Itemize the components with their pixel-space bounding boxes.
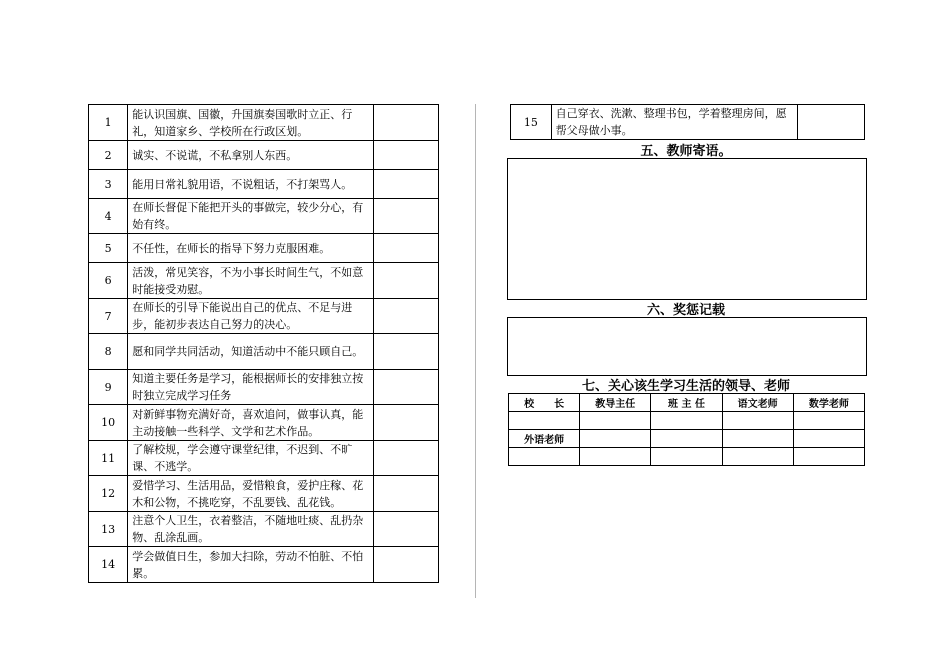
row-description: 活泼，常见笑容，不为小事长时间生气，不如意时能接受劝慰。 <box>128 263 374 299</box>
rewards-heading: 六、奖惩记载 <box>646 303 725 318</box>
row-number: 3 <box>89 170 128 199</box>
row-description: 在师长督促下能把开头的事做完，较少分心，有始有终。 <box>128 199 374 234</box>
page-divider <box>475 104 476 598</box>
table-row <box>89 441 439 476</box>
row-description: 能用日常礼貌用语，不说粗话，不打架骂人。 <box>128 170 374 199</box>
staff-cell[interactable] <box>722 448 793 466</box>
header-class-teacher: 班 主 任 <box>651 394 722 412</box>
row-rating-cell[interactable] <box>373 476 438 512</box>
staff-cell[interactable] <box>651 412 722 430</box>
staff-cell[interactable] <box>722 412 793 430</box>
header-foreign-language-teacher: 外语老师 <box>509 430 580 448</box>
row-number: 13 <box>89 512 128 547</box>
header-math-teacher: 数学老师 <box>793 394 864 412</box>
row-number: 7 <box>89 299 128 334</box>
row-rating-cell[interactable] <box>373 234 438 263</box>
header-principal: 校 长 <box>509 394 580 412</box>
header-chinese-teacher: 语文老师 <box>722 394 793 412</box>
row-rating-cell[interactable] <box>373 170 438 199</box>
staff-header-row <box>509 394 865 412</box>
table-row <box>89 299 439 334</box>
rewards-box[interactable] <box>507 317 867 376</box>
row-rating-cell[interactable] <box>373 199 438 234</box>
staff-row <box>509 412 865 430</box>
row-number: 6 <box>89 263 128 299</box>
row-description: 学会做值日生，参加大扫除，劳动不怕脏、不怕累。 <box>128 547 374 583</box>
staff-cell[interactable] <box>793 412 864 430</box>
row-description: 愿和同学共同活动，知道活动中不能只顾自己。 <box>128 334 374 370</box>
staff-cell[interactable] <box>580 430 651 448</box>
row-description: 在师长的引导下能说出自己的优点、不足与进步，能初步表达自己努力的决心。 <box>128 299 374 334</box>
header-dean: 教导主任 <box>580 394 651 412</box>
table-row <box>89 234 439 263</box>
row-description: 不任性，在师长的指导下努力克服困难。 <box>128 234 374 263</box>
row-rating-cell[interactable] <box>373 141 438 170</box>
row-rating-cell[interactable] <box>373 299 438 334</box>
row-rating-cell[interactable] <box>797 105 864 140</box>
table-row <box>89 370 439 405</box>
row-description: 诚实、不说谎，不私拿别人东西。 <box>128 141 374 170</box>
row-rating-cell[interactable] <box>373 441 438 476</box>
row-rating-cell[interactable] <box>373 547 438 583</box>
row-rating-cell[interactable] <box>373 334 438 370</box>
table-row <box>89 263 439 299</box>
staff-cell[interactable] <box>651 430 722 448</box>
row-number: 8 <box>89 334 128 370</box>
row-number: 1 <box>89 105 128 141</box>
row-number: 10 <box>89 405 128 441</box>
row-rating-cell[interactable] <box>373 370 438 405</box>
staff-cell[interactable] <box>509 448 580 466</box>
staff-cell[interactable] <box>722 430 793 448</box>
staff-cell[interactable] <box>580 448 651 466</box>
row-rating-cell[interactable] <box>373 105 438 141</box>
row-description: 了解校规，学会遵守课堂纪律，不迟到、不旷课、不逃学。 <box>128 441 374 476</box>
row-rating-cell[interactable] <box>373 405 438 441</box>
behavior-table-left <box>88 104 439 583</box>
table-row <box>89 334 439 370</box>
row-number: 2 <box>89 141 128 170</box>
teacher-message-box[interactable] <box>507 158 867 300</box>
table-row <box>89 170 439 199</box>
row-description: 知道主要任务是学习，能根据师长的安排独立按时独立完成学习任务 <box>128 370 374 405</box>
row-number: 4 <box>89 199 128 234</box>
table-row <box>89 105 439 141</box>
staff-table <box>508 393 865 466</box>
row-description: 爱惜学习、生活用品，爱惜粮食，爱护庄稼、花木和公物，不挑吃穿，不乱要钱、乱花钱。 <box>128 476 374 512</box>
row-rating-cell[interactable] <box>373 512 438 547</box>
row-number: 12 <box>89 476 128 512</box>
table-row <box>511 105 865 140</box>
row-number: 9 <box>89 370 128 405</box>
staff-cell[interactable] <box>509 412 580 430</box>
row-number: 15 <box>511 105 552 140</box>
staff-cell[interactable] <box>580 412 651 430</box>
staff-row <box>509 430 865 448</box>
staff-cell[interactable] <box>793 430 864 448</box>
staff-row <box>509 448 865 466</box>
row-description: 注意个人卫生，衣着整洁，不随地吐痰、乱扔杂物、乱涂乱画。 <box>128 512 374 547</box>
row-number: 14 <box>89 547 128 583</box>
table-row <box>89 199 439 234</box>
behavior-table-right <box>510 104 865 140</box>
row-description: 对新鲜事物充满好奇，喜欢追问，做事认真，能主动接触一些科学、文学和艺术作品。 <box>128 405 374 441</box>
table-row <box>89 405 439 441</box>
table-row <box>89 476 439 512</box>
table-row <box>89 547 439 583</box>
staff-cell[interactable] <box>793 448 864 466</box>
caring-staff-heading: 七、关心该生学习生活的领导、老师 <box>581 379 790 394</box>
row-rating-cell[interactable] <box>373 263 438 299</box>
table-row <box>89 512 439 547</box>
teacher-message-heading: 五、教师寄语。 <box>640 144 732 159</box>
row-number: 5 <box>89 234 128 263</box>
staff-cell[interactable] <box>651 448 722 466</box>
row-description: 能认识国旗、国徽，升国旗奏国歌时立正、行礼，知道家乡、学校所在行政区划。 <box>128 105 374 141</box>
row-description: 自己穿衣、洗漱、整理书包，学着整理房间，愿帮父母做小事。 <box>551 105 797 140</box>
table-row <box>89 141 439 170</box>
row-number: 11 <box>89 441 128 476</box>
